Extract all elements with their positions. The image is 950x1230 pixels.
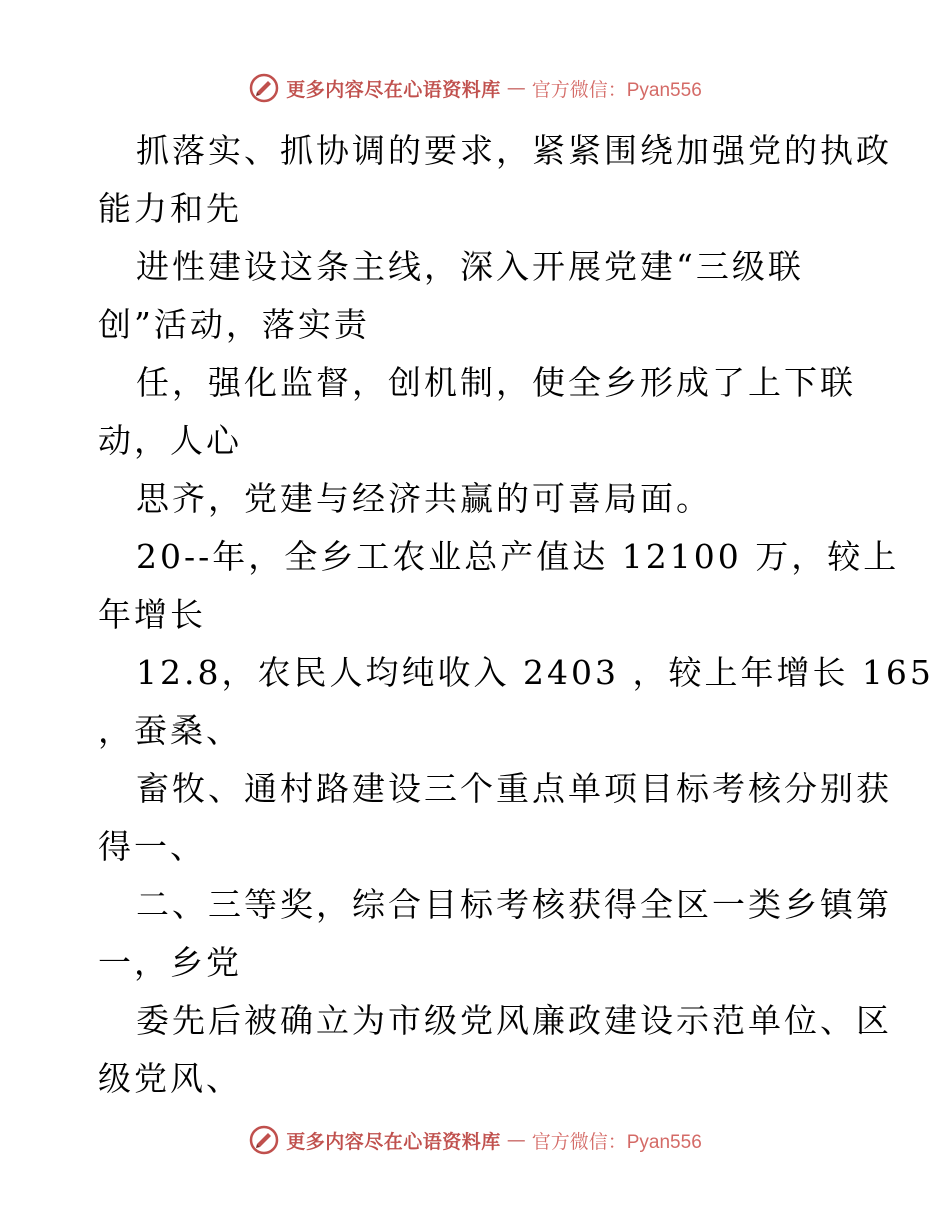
text-line: 12.8，农民人均纯收入 2403 ，较上年增长 165 xyxy=(136,653,934,692)
text-line: 级党风、 xyxy=(98,1059,242,1098)
watermark-brand: 更多内容尽在心语资料库 xyxy=(286,1130,501,1153)
text-line: 一，乡党 xyxy=(98,943,242,982)
text-line: 年增长 xyxy=(98,595,206,634)
brand-logo-icon xyxy=(248,72,280,104)
watermark-separator: — xyxy=(506,1129,526,1151)
text-line: 进性建设这条主线，深入开展党建“三级联 xyxy=(136,247,804,286)
watermark-brand: 更多内容尽在心语资料库 xyxy=(286,78,501,101)
watermark-separator: — xyxy=(506,77,526,99)
text-line: 畜牧、通村路建设三个重点单项目标考核分别获 xyxy=(136,769,892,808)
watermark-wechat: 官方微信：Pyan556 xyxy=(531,1131,702,1153)
text-line: 二、三等奖，综合目标考核获得全区一类乡镇第 xyxy=(136,885,892,924)
brand-logo-icon xyxy=(248,1124,280,1156)
text-line: 20--年，全乡工农业总产值达 12100 万，较上 xyxy=(136,537,900,576)
text-line: 委先后被确立为市级党风廉政建设示范单位、区 xyxy=(136,1001,892,1040)
text-line: ，蚕桑、 xyxy=(98,711,242,750)
text-line: 抓落实、抓协调的要求，紧紧围绕加强党的执政 xyxy=(136,131,892,170)
footer-watermark xyxy=(0,1124,950,1156)
document-body xyxy=(98,122,934,1108)
text-line: 任，强化监督，创机制，使全乡形成了上下联 xyxy=(136,363,856,402)
header-watermark xyxy=(0,72,950,104)
text-line: 思齐，党建与经济共赢的可喜局面。 xyxy=(136,479,712,518)
text-line: 得一、 xyxy=(98,827,206,866)
watermark-wechat: 官方微信：Pyan556 xyxy=(531,79,702,101)
text-line: 动，人心 xyxy=(98,421,242,460)
text-line: 创”活动，落实责 xyxy=(98,305,370,344)
text-line: 能力和先 xyxy=(98,189,242,228)
